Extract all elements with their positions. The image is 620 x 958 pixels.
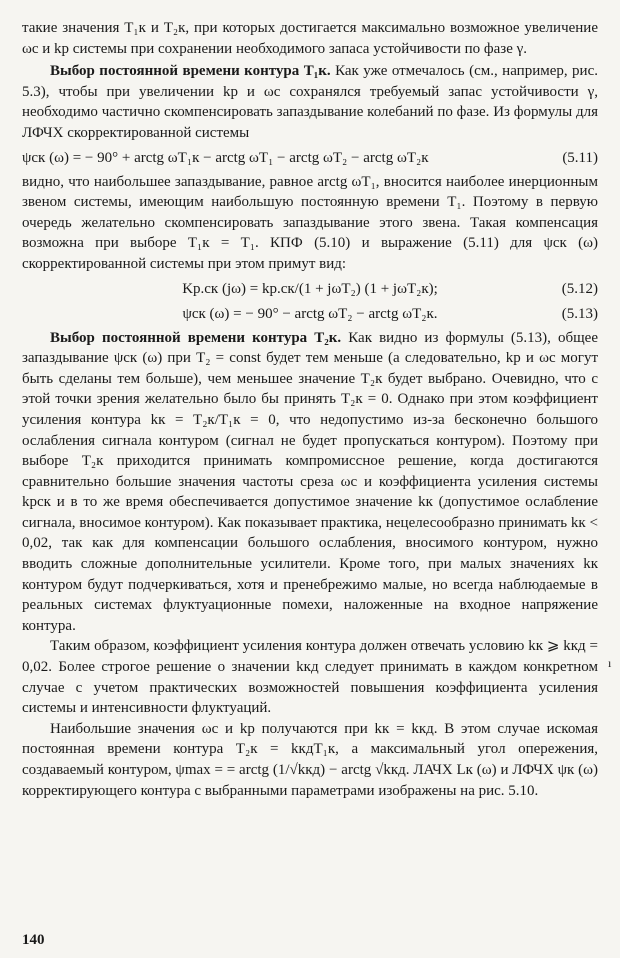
equation-5-13-number: (5.13) xyxy=(561,305,598,322)
paragraph-conclusion: Таким образом, коэффициент усиления контура должен отвечать условию kк ⩾ kкд = 0,02. Более строгое решение о значении kкд следует принимать в каждом конкретном случае с учетом практических возможностей повышения коэффициента усиления системы и интенсивности флуктуаций. xyxy=(22,638,598,717)
paragraph-t1k-text: Как уже отмечалось (см., например, рис. 5.3), чтобы при увеличении kр и ωс сохранялся требуемый запас устойчивости γ, необходимо частично скомпенсировать запаздывание колебаний по фазе. Из формулы для ЛФЧХ скорректированной системы xyxy=(22,63,598,141)
paragraph-t2k-text: Как видно из формулы (5.13), общее запаздывание ψск (ω) при T₂ = const будет тем меньше (а следовательно, kр и ωс могут быть сделаны тем больше), чем меньшее значение T₂к будет выбрано. Очевидно, что с этой точки зрения желательно было бы принять T₂к = 0. Однако при этом коэффициент усиления контура kк = T₂к/T₁к = 0, что недопустимо из-за бесконечно большого ослабления сигнала контуром (сигнал не будет пропускаться контуром). Поэтому при выборе T₂к приходится принимать компромиссное решение, когда достигаются сравнительно большие значения частоты среза ωс и коэффициента усиления системы kрск и в то же время обеспечивается допустимое значение kк (допустимое ослабление сигнала, вносимое контуром). Как показывает практика, нецелесообразно принимать kк < 0,02, так как для компенсации большого ослабления, вносимого контуром, нужно вводить сложные дополнительные усилители. Кроме того, при малых значениях kк контуром будут подчеркиваться, хотя и пренебрежимо малые, но всегда наблюдаемые в реальных системах флуктуационные помехи, наложенные на входное напряжение контура. xyxy=(22,329,598,634)
paragraph-intro: такие значения T₁к и T₂к, при которых достигается максимально возможное увеличение ωс и kр системы при сохранении необходимого запаса устойчивости по фазе γ. xyxy=(22,20,598,57)
equation-5-12 xyxy=(22,278,598,300)
equation-5-11-number: (5.11) xyxy=(562,149,598,166)
page-number: 140 xyxy=(22,932,45,948)
margin-mark: ı xyxy=(608,656,612,670)
equation-5-12-number: (5.12) xyxy=(561,280,598,297)
heading-t2k: Выбор постоянной времени контура T₂к. xyxy=(50,329,342,346)
paragraph-t1k xyxy=(22,61,598,143)
equation-5-12-body: Kр.ск (jω) = kр.ск/(1 + jωT₂) (1 + jωT₂к); xyxy=(182,280,438,297)
equation-5-11 xyxy=(22,147,598,169)
equation-5-13-body: ψск (ω) = − 90° − arctg ωT₂ − arctg ωT₂к. xyxy=(182,305,438,322)
equation-5-11-body: ψск (ω) = − 90° + arctg ωT₁к − arctg ωT₁ − arctg ωT₂ − arctg ωT₂к xyxy=(22,149,429,166)
equation-5-13 xyxy=(22,303,598,325)
paragraph-compensation: видно, что наибольшее запаздывание, равное arctg ωT₁, вносится наиболее инерционным звеном системы, имеющим наибольшую постоянную времени T₁. Поэтому в первую очередь желательно скомпенсировать запаздывание этого звена. Такая компенсация возможна при выборе T₁к = T₁. КПФ (5.10) и выражение (5.11) для ψск (ω) скорректированной системы при этом примут вид: xyxy=(22,173,598,272)
paragraph-t2k xyxy=(22,328,598,637)
paragraph-max-values: Наибольшие значения ωс и kр получаются при kк = kкд. В этом случае искомая постоянная времени контура T₂к = kкдT₁к, а максимальный угол опережения, создаваемый контуром, ψmax = = arctg (1/√kкд) − arctg √kкд. ЛАЧХ Lк (ω) и ЛФЧХ ψк (ω) корректирующего контура с выбранными параметрами изображены на рис. 5.10. xyxy=(22,720,598,799)
heading-t1k: Выбор постоянной времени контура T₁к. xyxy=(50,63,331,80)
